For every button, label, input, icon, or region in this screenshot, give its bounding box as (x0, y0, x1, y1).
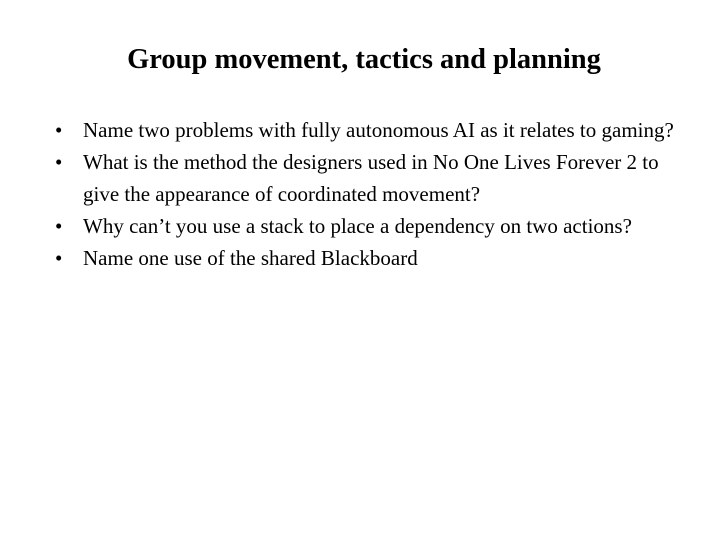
bullet-icon: • (55, 246, 63, 270)
bullet-icon: • (55, 118, 63, 142)
bullet-item (55, 146, 685, 210)
bullet-text: What is the method the designers used in No One Lives Forever 2 to give the appearance of coordinated movement? (83, 150, 659, 206)
slide-title: Group movement, tactics and planning (127, 44, 601, 75)
bullet-list (55, 114, 685, 274)
bullet-icon: • (55, 150, 63, 174)
bullet-text: Why can’t you use a stack to place a dependency on two actions? (83, 214, 632, 238)
bullet-item (55, 210, 685, 242)
bullet-item (55, 242, 685, 274)
bullet-text: Name one use of the shared Blackboard (83, 246, 418, 270)
bullet-text: Name two problems with fully autonomous AI as it relates to gaming? (83, 118, 674, 142)
bullet-icon: • (55, 214, 63, 238)
bullet-item (55, 114, 685, 146)
